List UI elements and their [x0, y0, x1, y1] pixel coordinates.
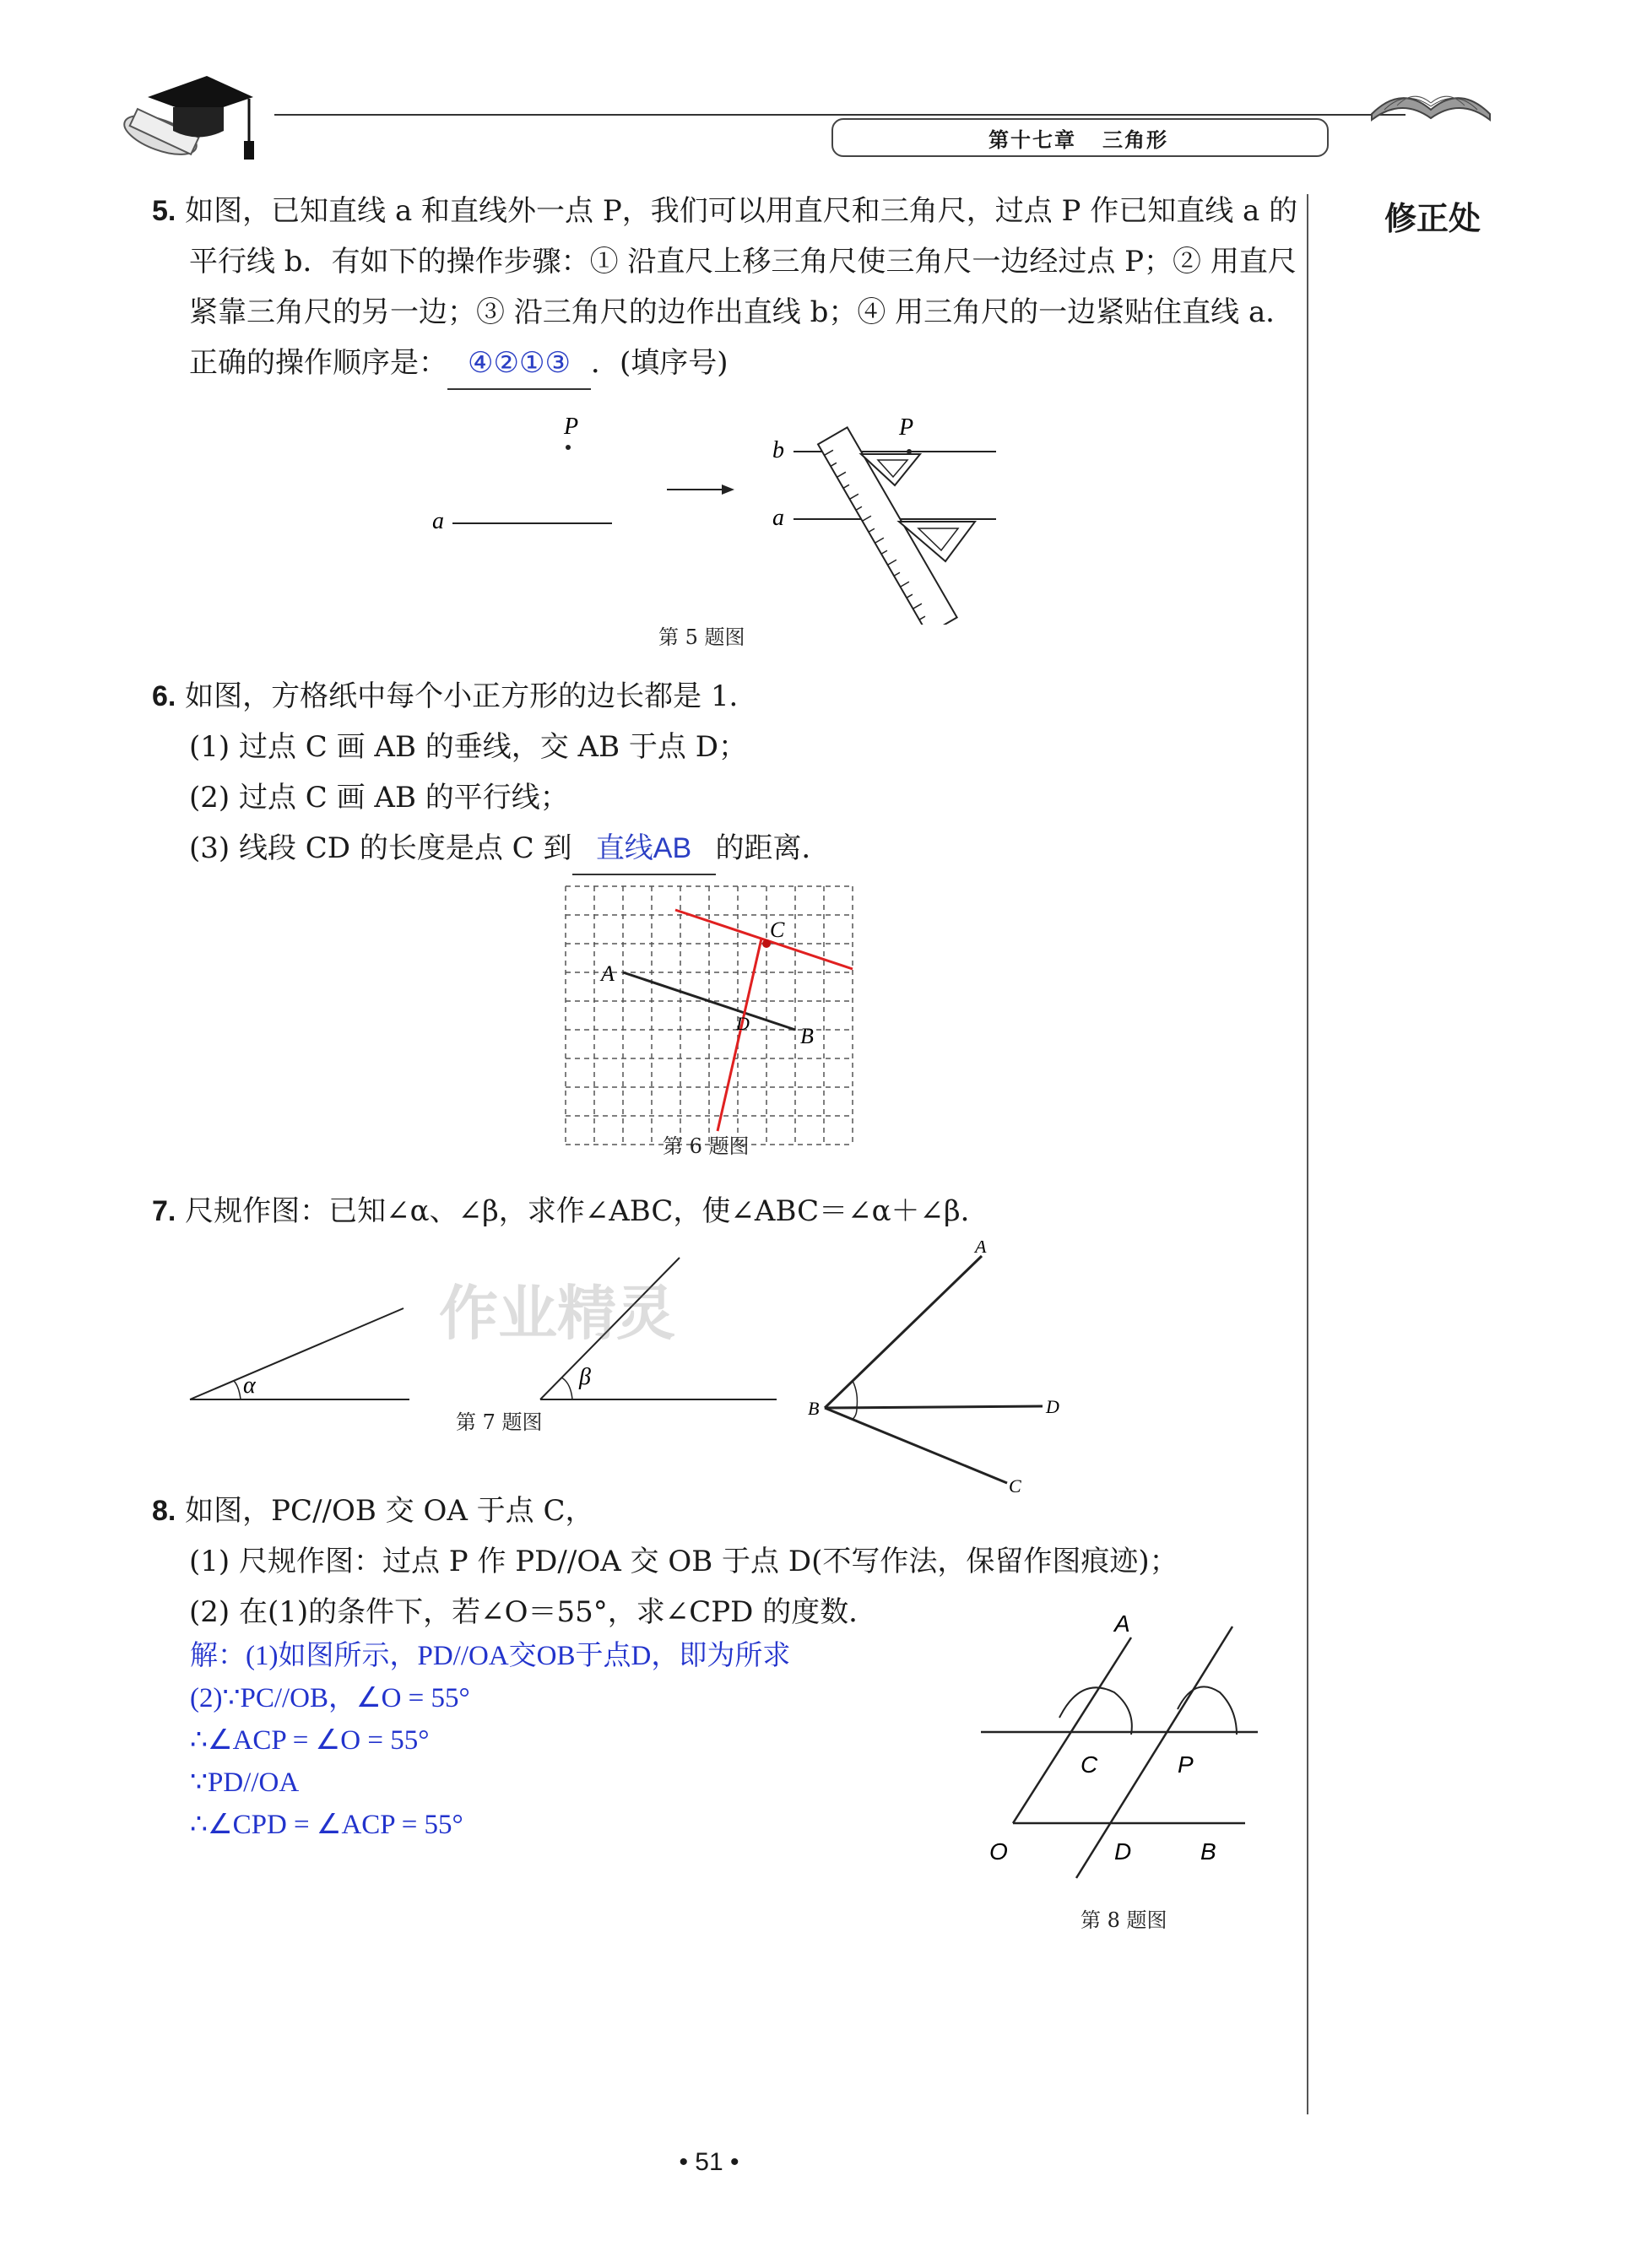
q5-fig-arrowhead — [722, 484, 734, 495]
q8-number: 8. — [152, 1495, 176, 1527]
q7-figure-answer — [806, 1241, 1068, 1511]
q8-figure — [979, 1608, 1270, 1886]
q8-solution-line5: ∴∠CPD = ∠ACP = 55° — [190, 1810, 463, 1840]
q8-fig-line-oa — [1013, 1637, 1131, 1823]
q7-fig-angle-arc — [852, 1381, 857, 1420]
q5-fig-point-p — [566, 445, 571, 450]
q7-fig-label-alpha: α — [243, 1372, 256, 1399]
page-number: • 51 • — [679, 2148, 739, 2176]
q7-statement: 尺规作图：已知∠α、∠β，求作∠ABC，使∠ABC＝∠α＋∠β． — [185, 1194, 989, 1228]
q7-fig-label-d: D — [1046, 1396, 1059, 1417]
q8-fig-label-c: C — [1081, 1751, 1098, 1778]
q6-fig-label-c: C — [770, 917, 785, 942]
q8-fig-label-a: A — [1114, 1610, 1130, 1637]
q8-fig-label-p: P — [1178, 1751, 1194, 1778]
correction-title: 修正处 — [1384, 200, 1481, 237]
q6-answer: 直线AB — [595, 832, 692, 864]
q5-caption: 第 5 题图 — [658, 625, 745, 649]
q8-caption: 第 8 题图 — [1081, 1908, 1167, 1932]
q5-line2: 平行线 b．有如下的操作步骤：① 沿直尺上移三角尺使三角尺一边经过点 P；② 用直尺 — [189, 245, 1297, 279]
q6-intro: 如图，方格纸中每个小正方形的边长都是 1． — [185, 679, 758, 713]
q7-caption: 第 7 题图 — [456, 1410, 543, 1434]
q7-fig-alpha-arc — [234, 1381, 241, 1399]
q8-fig-label-o: O — [989, 1838, 1008, 1865]
q5-number: 5. — [152, 195, 176, 227]
q5-answer: ④②①③ — [468, 347, 571, 379]
q6-figure — [557, 878, 861, 1165]
q7-watermark: 作业精灵 — [439, 1279, 675, 1348]
header-chapter-title: 第十七章 三角形 — [988, 128, 1169, 152]
q8-solution-line1: 解：(1)如图所示，PD//OA交OB于点D，即为所求 — [190, 1641, 791, 1671]
header-graduation-cap-icon — [114, 63, 257, 165]
q6-part2: (2) 过点 C 画 AB 的平行线； — [189, 781, 569, 815]
q5-fig-label-a-right: a — [772, 505, 784, 531]
q8-solution — [190, 1635, 950, 1846]
q7-fig-alpha-ray — [190, 1308, 404, 1399]
q7-fig-label-b: B — [808, 1398, 820, 1419]
q5-line4-suffix: ．(填序号) — [591, 346, 729, 380]
q6-part3-prefix: (3) 线段 CD 的长度是点 C 到 — [189, 831, 572, 865]
header-rule — [274, 114, 1406, 116]
q6-fig-perpendicular-line — [718, 939, 761, 1131]
q6-part1: (1) 过点 C 画 AB 的垂线，交 AB 于点 D； — [189, 730, 747, 764]
q5-figure — [422, 405, 1013, 625]
q6-fig-label-a: A — [601, 961, 615, 986]
q8-part2: (2) 在(1)的条件下，若∠O＝55°，求∠CPD 的度数． — [189, 1595, 878, 1629]
q8-fig-arc-p — [1178, 1686, 1237, 1735]
q7-fig-label-c: C — [1009, 1475, 1021, 1497]
q6-text — [152, 671, 1300, 875]
q8-intro: 如图，PC//OB 交 OA 于点 C， — [185, 1494, 594, 1528]
q8-solution-line2: (2)∵PC//OB，∠O = 55° — [190, 1683, 470, 1713]
q5-fig-label-p-right: P — [899, 414, 914, 441]
q7-fig-label-beta: β — [579, 1364, 591, 1390]
margin-divider — [1307, 194, 1308, 2114]
q7-fig-label-a: A — [975, 1241, 987, 1257]
header-open-book-icon — [1368, 68, 1494, 127]
q8-part1: (1) 尺规作图：过点 P 作 PD//OA 交 OB 于点 D(不写作法，保留作图痕迹)； — [189, 1545, 1178, 1578]
q5-fig-label-a-left: a — [432, 508, 444, 534]
q6-number: 6. — [152, 680, 176, 712]
q6-fig-label-d: D — [736, 1013, 750, 1034]
q6-fig-label-b: B — [800, 1024, 814, 1048]
q6-fig-parallel-line — [675, 910, 853, 969]
q5-text — [152, 186, 1300, 390]
q7-fig-ray-ba — [825, 1256, 982, 1408]
q6-caption: 第 6 题图 — [663, 1134, 750, 1158]
q8-solution-line3: ∴∠ACP = ∠O = 55° — [190, 1725, 430, 1756]
q5-line1: 如图，已知直线 a 和直线外一点 P，我们可以用直尺和三角尺，过点 P 作已知直线 a 的 — [185, 194, 1298, 228]
q7-fig-beta-arc — [561, 1378, 572, 1399]
q7-text — [152, 1186, 1300, 1237]
q6-fig-grid — [566, 886, 853, 1145]
q7-number: 7. — [152, 1195, 176, 1227]
q6-part3-suffix: 的距离． — [715, 831, 831, 865]
q5-fig-label-p: P — [564, 414, 579, 440]
q8-fig-label-d: D — [1114, 1838, 1132, 1865]
q8-solution-line4: ∵PD//OA — [190, 1767, 300, 1798]
q5-fig-label-b: b — [772, 437, 784, 463]
q5-line3: 紧靠三角尺的另一边；③ 沿三角尺的边作出直线 b；④ 用三角尺的一边紧贴住直线 a． — [189, 295, 1295, 329]
q8-fig-label-b: B — [1200, 1838, 1216, 1865]
q5-line4-prefix: 正确的操作顺序是： — [189, 346, 447, 380]
